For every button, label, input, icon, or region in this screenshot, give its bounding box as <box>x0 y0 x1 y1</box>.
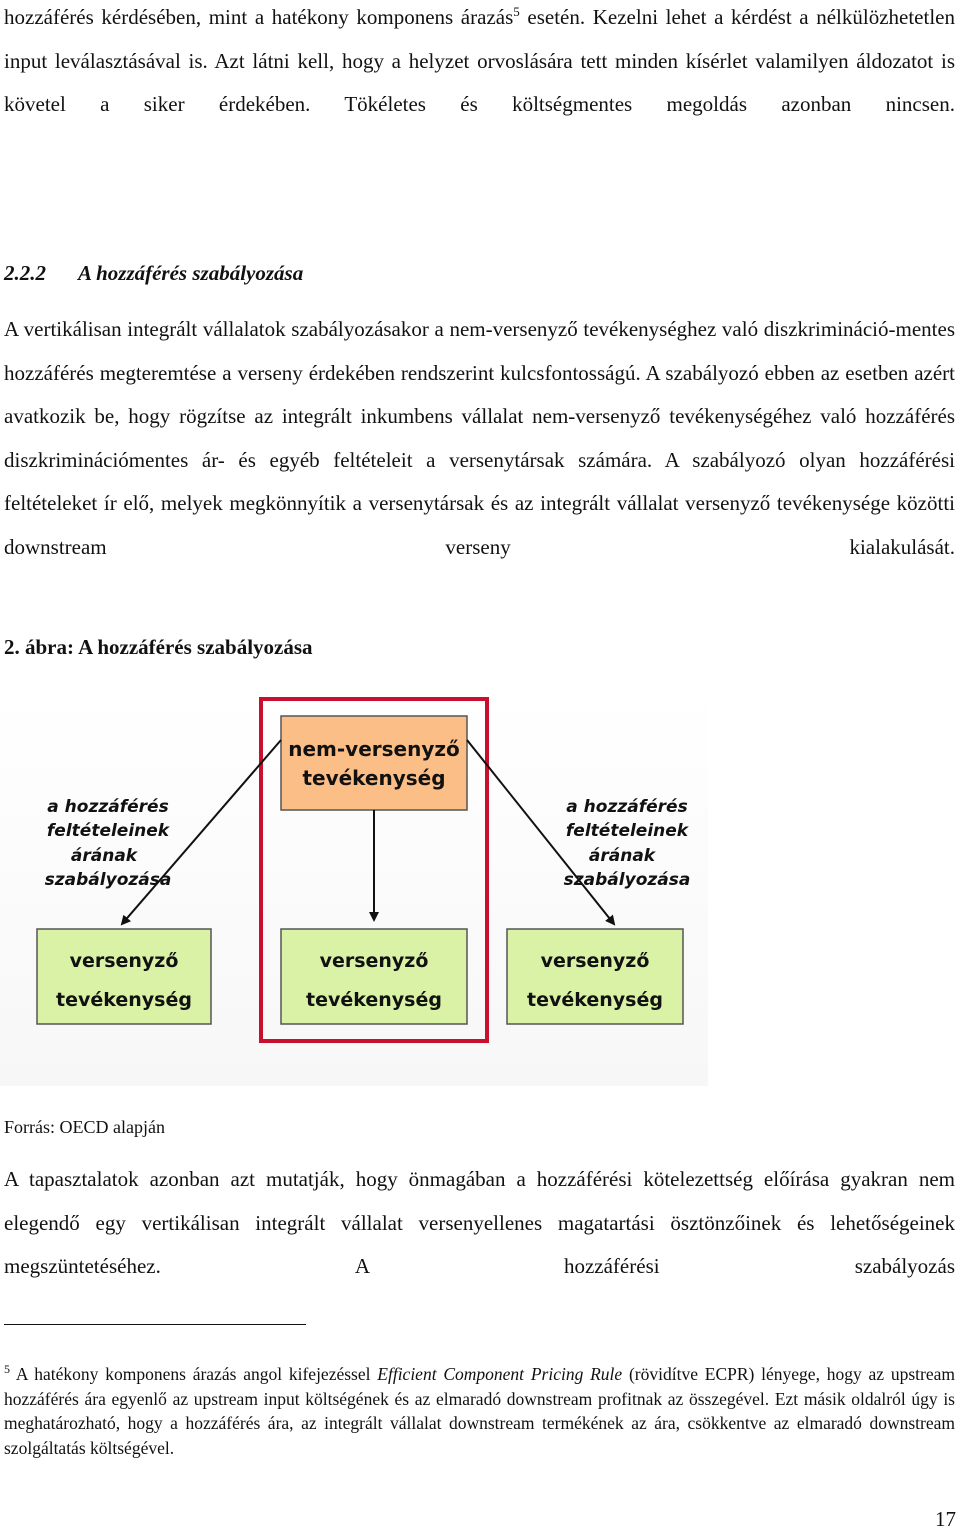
svg-text:versenyző: versenyző <box>540 950 650 972</box>
body-paragraph-2: A tapasztalatok azonban azt mutatják, hogy önmagában a hozzáférési kötelezettség előírása gyakran nem elegendő egy vertikálisan integrált vállalat versenyellenes magatartási ösztönzőinek és lehetőségeinek megszüntetéséhez. A hozzáférési szabályozás <box>4 1167 955 1278</box>
svg-text:feltételeinek: feltételeinek <box>565 821 689 841</box>
competitive-activity-box-1 <box>37 929 211 1024</box>
top-box-line-1: nem-versenyző <box>288 737 460 761</box>
intro-paragraph <box>4 0 955 127</box>
svg-text:tevékenység: tevékenység <box>306 989 442 1011</box>
competitive-activity-box-2 <box>281 929 467 1024</box>
svg-text:árának: árának <box>70 846 138 866</box>
svg-text:árának: árának <box>588 846 656 866</box>
top-box-line-2: tevékenység <box>302 766 446 790</box>
svg-text:szabályozása: szabályozása <box>44 870 172 890</box>
body-paragraph-1: A vertikálisan integrált vállalatok szabályozásakor a nem-versenyző tevékenységhez való diszkrimináció-mentes hozzáférés megteremtése a verseny érdekében rendszerint kulcsfontosságú. A szabályozó ebben az esetben azért avatkozik be, hogy rögzítse az integrált inkumbens vállalat nem-versenyző tevékenységéhez való hozzáférés diszkriminációmentes ár- és egyéb feltételeit a versenytársak számára. A szabályozó olyan hozzáférési feltételeket ír elő, melyek megkönnyítik a versenytársak és az integrált vállalat versenyző tevékenysége közötti downstream verseny kialakulását. <box>4 317 955 559</box>
svg-text:a hozzáférés: a hozzáférés <box>47 797 169 817</box>
access-regulation-diagram <box>0 688 720 1098</box>
footnote-separator <box>4 1324 306 1325</box>
intro-text-cont: esetén. Kezelni lehet a kérdést a nélkülözhetetlen input leválasztásával is. Azt látni kell, hogy a helyzet orvoslására tett minden kísérlet valamilyen áldozatot is követel a siker érdekében. Tökéletes és költségmentes megoldás azonban nincsen. <box>4 5 955 116</box>
svg-text:versenyző: versenyző <box>319 950 429 972</box>
page-number: 17 <box>935 1507 956 1531</box>
footnote <box>4 1362 955 1460</box>
section-heading <box>4 258 303 288</box>
figure-caption: 2. ábra: A hozzáférés szabályozása <box>4 635 313 659</box>
non-competitive-activity-box <box>281 716 467 810</box>
section-number: 2.2.2 <box>4 261 46 285</box>
section-title: A hozzáférés szabályozása <box>78 261 304 285</box>
footnote-term: Efficient Component Pricing Rule <box>377 1364 623 1384</box>
svg-text:szabályozása: szabályozása <box>563 870 691 890</box>
svg-text:tevékenység: tevékenység <box>527 989 663 1011</box>
svg-text:versenyző: versenyző <box>69 950 179 972</box>
svg-text:tevékenység: tevékenység <box>56 989 192 1011</box>
footnote-marker: 5 <box>4 1362 10 1377</box>
svg-text:a hozzáférés: a hozzáférés <box>566 797 688 817</box>
figure-source: Forrás: OECD alapján <box>4 1117 165 1137</box>
competitive-activity-box-3 <box>507 929 683 1024</box>
footnote-text-cont: (rövidítve ECPR) lényege, hogy az upstream hozzáférés ára egyenlő az upstream input költségének és az elmaradó downstream profitnak az összegével. Ezt másik oldalról úgy is meghatározható, hogy a hozzáférés ára, az integrált vállalat downstream termékének az ára, csökkentve az elmaradó downstream szolgáltatás költségével. <box>4 1364 955 1458</box>
footnote-text: A hatékony komponens árazás angol kifejezéssel <box>10 1364 378 1384</box>
footnote-reference[interactable]: 5 <box>513 4 520 19</box>
svg-text:feltételeinek: feltételeinek <box>46 821 170 841</box>
intro-text: hozzáférés kérdésében, mint a hatékony komponens árazás <box>4 5 514 29</box>
